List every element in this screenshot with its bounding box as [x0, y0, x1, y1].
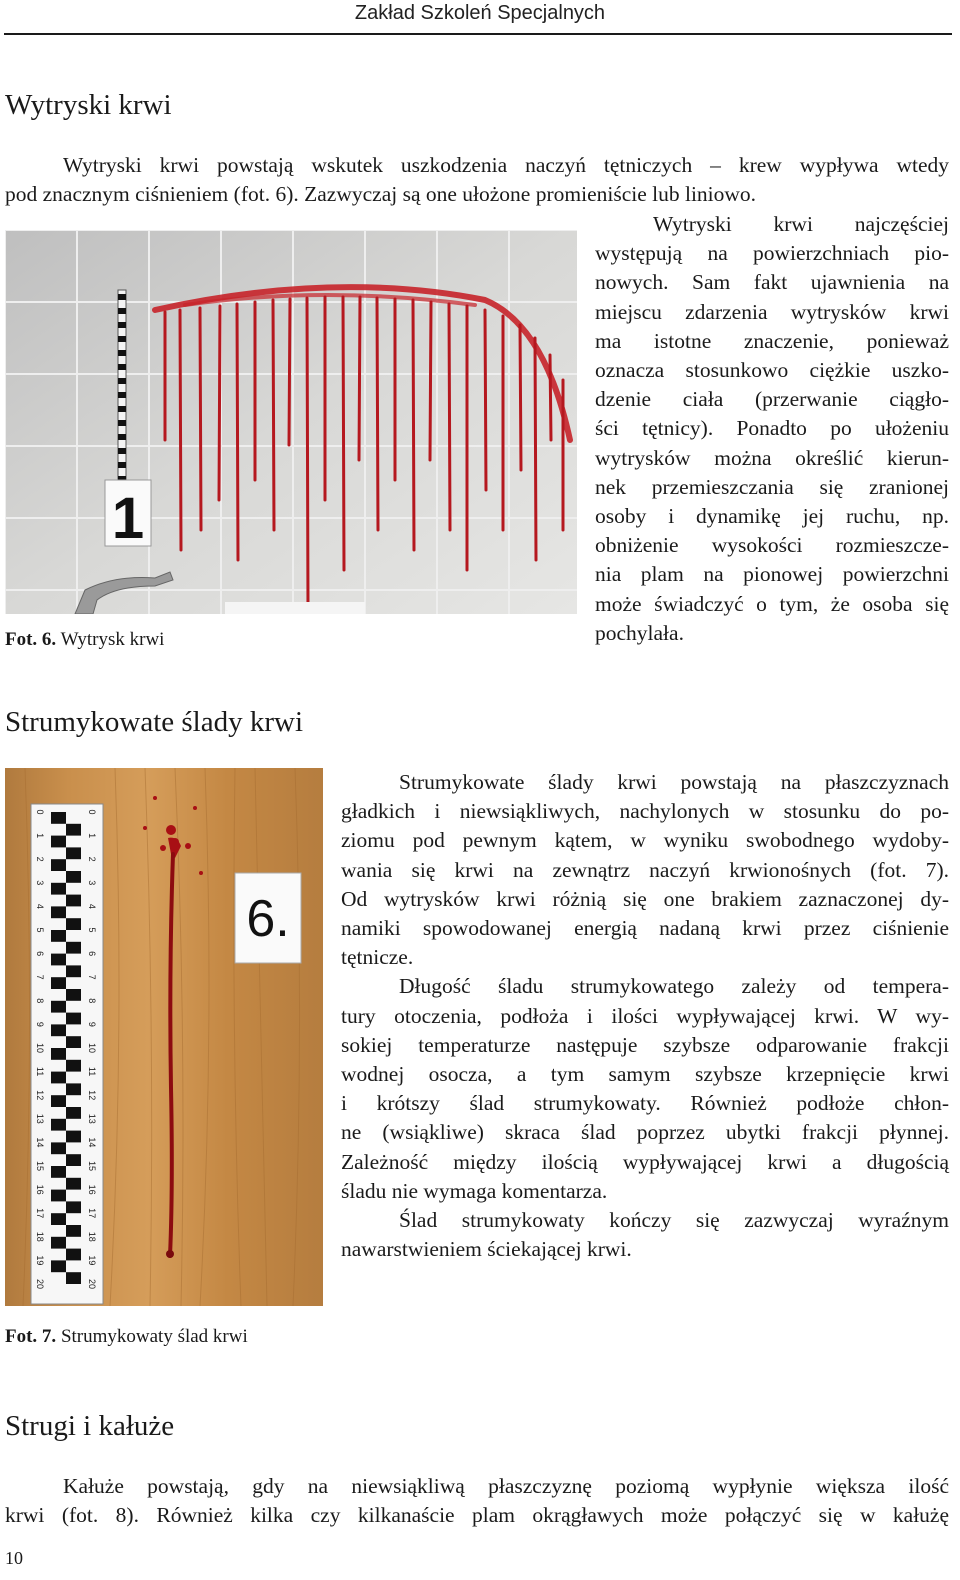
caption-label: Fot. 6. [5, 629, 57, 650]
ruler-square [66, 895, 81, 907]
text-line: ne (wsiąkliwe) skraca ślad poprzez ubytki frakcji płynnej. [341, 1120, 949, 1145]
ruler-square [51, 1048, 66, 1060]
ruler-number: 1 [35, 833, 45, 839]
text-line: może świadczyć o tym, że osoba się [595, 591, 949, 616]
ruler-number: 0 [35, 809, 45, 815]
ruler-number: 2 [87, 856, 97, 862]
text-line: i krótszy ślad strumykowaty. Również podłoże chłon- [341, 1091, 949, 1116]
ruler-number: 17 [87, 1208, 97, 1219]
ruler-number: 10 [35, 1042, 45, 1054]
ruler-number: 9 [35, 1021, 45, 1027]
ruler-number: 2 [35, 856, 45, 862]
ruler-number: 3 [35, 880, 45, 886]
ruler-square [51, 1213, 66, 1225]
caption-text: Strumykowaty ślad krwi [56, 1326, 248, 1347]
text-line: miejscu zdarzenia wytrysków krwi [595, 299, 949, 324]
ruler-square [51, 812, 66, 824]
paragraph-wytryski-intro [5, 151, 949, 209]
ruler-number: 4 [35, 903, 45, 909]
text-line: dzenie ciała (przerwanie ciągło- [595, 387, 949, 412]
text-line: ziomu pod pewnym kątem, w wyniku swobodnego wydoby- [341, 828, 949, 853]
header-divider [4, 33, 952, 35]
text-line: nawarstwieniem ściekającej krwi. [341, 1237, 632, 1262]
ruler-number: 8 [87, 998, 97, 1004]
ruler-square [66, 1201, 81, 1213]
running-header [0, 0, 960, 34]
ruler-square [66, 942, 81, 954]
ruler-number: 5 [35, 927, 45, 933]
ruler-square [51, 1237, 66, 1249]
ruler-number: 11 [35, 1066, 45, 1077]
ruler-square [66, 1036, 81, 1048]
text-line: śladu nie wymaga komentarza. [341, 1178, 608, 1203]
ruler-number: 20 [87, 1278, 97, 1290]
text-line: Długość śladu strumykowatego zależy od tempera- [399, 974, 949, 999]
text-line: nowych. Sam fakt ujawnienia na [595, 270, 949, 295]
ruler-number: 18 [87, 1231, 97, 1242]
caption-text: Wytrysk krwi [56, 629, 165, 650]
text-line: Ślad strumykowaty kończy się zazwyczaj wyraźnym [399, 1208, 949, 1233]
ruler-square [66, 1013, 81, 1025]
ruler-square [51, 977, 66, 989]
ruler-square [66, 1225, 81, 1237]
text-line: pod znacznym ciśnieniem (fot. 6). Zazwyczaj są one ułożone promieniście lub liniowo. [5, 182, 757, 207]
ruler-number: 7 [35, 974, 45, 980]
text-line: namiki spowodowanej energią nadaną krwi przez ciśnienie [341, 916, 949, 941]
caption-label: Fot. 7. [5, 1326, 57, 1347]
ruler-square [51, 906, 66, 918]
ruler-square [66, 918, 81, 930]
ruler-square [66, 1131, 81, 1143]
text-line: obniżenie wysokości rozmieszcze- [595, 533, 949, 558]
ruler-square [51, 1166, 66, 1178]
text-line: wytrysków można określić kierun- [595, 445, 949, 470]
ruler-square [66, 1178, 81, 1190]
ruler-number: 16 [87, 1184, 97, 1195]
text-line: nek przemieszczania się zranionej [595, 474, 949, 499]
running-header-title: Zakład Szkoleń Specjalnych [354, 2, 606, 24]
text-line: krwi (fot. 8). Również kilka czy kilkanaście plam okrągławych może połączyć się w kałużę [5, 1503, 949, 1528]
ruler-number: 10 [87, 1042, 97, 1054]
ruler-number: 18 [35, 1231, 45, 1242]
ruler-number: 6 [87, 951, 97, 957]
text-line: występują na powierzchniach pio- [595, 241, 949, 266]
text-line: wodnej osocza, a tym samym szybsze krzepnięcie krwi [341, 1062, 949, 1087]
paragraph-wytryski-side [595, 210, 949, 648]
ruler-square [66, 871, 81, 883]
paragraph-strumykowate [341, 768, 949, 1264]
ruler-square [66, 1083, 81, 1095]
paragraph-strugi [5, 1472, 949, 1530]
ruler-number: 20 [35, 1278, 45, 1290]
photo-wytrysk-krwi [5, 230, 577, 614]
ruler-square [51, 1260, 66, 1272]
text-line: gładkich i niewsiąkliwych, nachylonych w stosunku do po- [341, 799, 949, 824]
text-line: oznacza stosunkowo ciężkie uszko- [595, 358, 949, 383]
text-line: nia plam na pionowej powierzchni [595, 562, 949, 587]
ruler-square [51, 1024, 66, 1036]
ruler-square [51, 1072, 66, 1084]
text-line: ści tętnicy). Ponadto po ułożeniu [595, 416, 949, 441]
ruler-square [66, 1107, 81, 1119]
ruler-square [66, 847, 81, 859]
photo-wytrysk-image [5, 230, 577, 614]
ruler-square [51, 930, 66, 942]
ruler-number: 8 [35, 998, 45, 1004]
ruler-number: 19 [35, 1255, 45, 1266]
ruler-number: 11 [87, 1066, 97, 1077]
ruler-square [66, 989, 81, 1001]
ruler-number: 14 [87, 1137, 97, 1148]
ruler-number: 12 [87, 1090, 97, 1101]
ruler-number: 3 [87, 880, 97, 886]
section-heading-wytryski: Wytryski krwi [5, 89, 172, 121]
evidence-marker-label: 6. [246, 890, 290, 948]
ruler-square [51, 883, 66, 895]
text-line: wania się krwi na zewnątrz naczyń krwionośnych (fot. 7). [341, 857, 949, 882]
ruler-number: 15 [87, 1160, 97, 1172]
text-line: tury otoczenia, podłoża i ilości wypływającej krwi. W wy- [341, 1003, 949, 1028]
ruler-square [51, 1142, 66, 1154]
ruler-number: 5 [87, 927, 97, 933]
page-number: 10 [5, 1548, 23, 1568]
ruler-square [66, 824, 81, 836]
ruler-square [51, 1095, 66, 1107]
ruler-number: 6 [35, 951, 45, 957]
text-line: Zależność między ilością wypływającej krwi a długością [341, 1149, 949, 1174]
ruler-square [66, 1249, 81, 1261]
ruler-square [66, 1060, 81, 1072]
ruler-square [51, 859, 66, 871]
text-line: ma istotne znaczenie, ponieważ [595, 328, 949, 353]
text-line: Wytryski krwi najczęściej [653, 212, 949, 236]
photo-strumykowaty-slad [5, 768, 323, 1306]
text-line: sokiej temperaturze następuje szybsze odparowanie frakcji [341, 1032, 949, 1057]
ruler-square [51, 954, 66, 966]
ruler-number: 14 [35, 1137, 45, 1148]
ruler-number: 16 [35, 1184, 45, 1195]
ruler-square [51, 1001, 66, 1013]
section-heading-strumykowate: Strumykowate ślady krwi [5, 706, 304, 738]
text-line: Wytryski krwi powstają wskutek uszkodzenia naczyń tętniczych – krew wypływa wtedy [63, 153, 949, 177]
ruler-number: 17 [35, 1208, 45, 1219]
text-line: Od wytrysków krwi różnią się one brakiem zaznaczonej dy- [341, 886, 949, 911]
ruler-number: 4 [87, 903, 97, 909]
text-line: Kałuże powstają, gdy na niewsiąkliwą płaszczyznę poziomą wypłynie większa ilość [63, 1474, 949, 1498]
ruler-number: 13 [35, 1113, 45, 1124]
ruler-square [51, 836, 66, 848]
text-line: tętnicze. [341, 945, 414, 970]
photo-caption-fot7 [5, 1325, 248, 1349]
ruler-number: 19 [87, 1255, 97, 1266]
text-line: pochylała. [595, 620, 684, 645]
ruler-square [66, 1272, 81, 1284]
ruler-number: 1 [87, 833, 97, 839]
ruler-number: 12 [35, 1090, 45, 1101]
ruler-square [51, 1119, 66, 1131]
ruler-square [66, 1154, 81, 1166]
section-heading-strugi: Strugi i kałuże [5, 1410, 175, 1442]
ruler-number: 15 [35, 1160, 45, 1172]
ruler-number: 13 [87, 1113, 97, 1124]
ruler-square [51, 1190, 66, 1202]
ruler-number: 0 [87, 809, 97, 815]
photo-strumykowaty-image [5, 768, 323, 1306]
text-line: Strumykowate ślady krwi powstają na płaszczyznach [399, 770, 949, 794]
text-line: osoby i dynamikę jej ruchu, np. [595, 504, 949, 529]
evidence-marker-label: 1 [111, 486, 145, 551]
ruler-number: 9 [87, 1021, 97, 1027]
ruler-number: 7 [87, 974, 97, 980]
photo-caption-fot6 [5, 628, 164, 652]
ruler-square [66, 965, 81, 977]
